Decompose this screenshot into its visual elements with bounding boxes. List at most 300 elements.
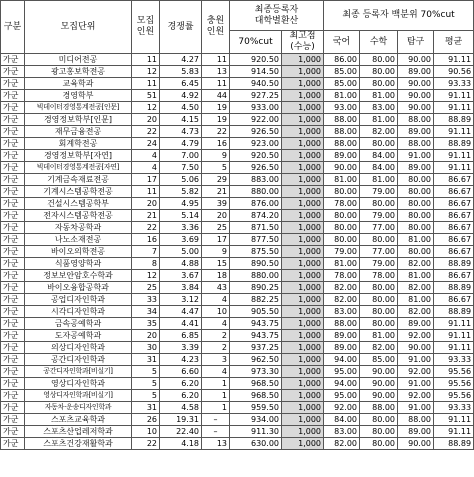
cell-max-score: 1,000 <box>282 114 324 126</box>
cell-competition: 5.00 <box>160 246 202 258</box>
cell-inquiry: 90.00 <box>398 78 434 90</box>
cell-competition: 22.40 <box>160 426 202 438</box>
cell-department: 기계시스템공학전공 <box>25 186 132 198</box>
cell-70cut: 968.50 <box>230 378 282 390</box>
cell-department: 자동차·운송디자인학과 <box>25 402 132 414</box>
header-inquiry: 탐구 <box>398 31 434 54</box>
cell-average: 95.56 <box>434 390 474 402</box>
cell-quota: 31 <box>132 354 160 366</box>
cell-quota: 10 <box>132 426 160 438</box>
cell-inquiry: 90.00 <box>398 102 434 114</box>
cell-competition: 4.73 <box>160 126 202 138</box>
cell-gubun: 가군 <box>1 354 25 366</box>
cell-inquiry: 80.00 <box>398 198 434 210</box>
cell-average: 86.67 <box>434 174 474 186</box>
cell-average: 95.56 <box>434 366 474 378</box>
cell-inquiry: 90.00 <box>398 438 434 450</box>
cell-korean: 80.00 <box>324 210 360 222</box>
cell-math: 83.00 <box>360 102 398 114</box>
cell-math: 79.00 <box>360 186 398 198</box>
cell-average: 86.67 <box>434 270 474 282</box>
cell-gubun: 가군 <box>1 114 25 126</box>
cell-math: 84.00 <box>360 162 398 174</box>
cell-quota: 12 <box>132 102 160 114</box>
header-department: 모집단위 <box>25 1 132 54</box>
cell-gubun: 가군 <box>1 378 25 390</box>
cell-korean: 89.00 <box>324 150 360 162</box>
cell-max-score: 1,000 <box>282 270 324 282</box>
table-row <box>1 186 474 198</box>
cell-gubun: 가군 <box>1 270 25 282</box>
cell-math: 79.00 <box>360 210 398 222</box>
cell-waitlist: 16 <box>202 138 230 150</box>
cell-waitlist: 39 <box>202 198 230 210</box>
cell-math: 80.00 <box>360 426 398 438</box>
cell-70cut: 940.50 <box>230 78 282 90</box>
cell-department: 미디어전공 <box>25 54 132 66</box>
cell-max-score: 1,000 <box>282 90 324 102</box>
cell-70cut: 959.50 <box>230 402 282 414</box>
cell-competition: 6.60 <box>160 366 202 378</box>
cell-math: 80.00 <box>360 306 398 318</box>
cell-competition: 5.82 <box>160 186 202 198</box>
cell-competition: 4.41 <box>160 318 202 330</box>
cell-gubun: 가군 <box>1 390 25 402</box>
table-row <box>1 258 474 270</box>
cell-average: 86.67 <box>434 246 474 258</box>
header-quota: 모집 인원 <box>132 1 160 54</box>
cell-korean: 78.00 <box>324 270 360 282</box>
cell-competition: 3.36 <box>160 222 202 234</box>
cell-average: 91.11 <box>434 318 474 330</box>
cell-math: 80.00 <box>360 438 398 450</box>
cell-max-score: 1,000 <box>282 162 324 174</box>
cell-inquiry: 89.00 <box>398 162 434 174</box>
cell-competition: 4.95 <box>160 198 202 210</box>
table-row <box>1 426 474 438</box>
cell-70cut: 922.00 <box>230 114 282 126</box>
cell-quota: 11 <box>132 54 160 66</box>
cell-math: 85.00 <box>360 354 398 366</box>
cell-quota: 20 <box>132 330 160 342</box>
cell-department: 영상디자인학과[비실기] <box>25 390 132 402</box>
cell-competition: 5.83 <box>160 66 202 78</box>
cell-70cut: 968.50 <box>230 390 282 402</box>
cell-70cut: 933.00 <box>230 102 282 114</box>
cell-competition: 7.50 <box>160 162 202 174</box>
cell-gubun: 가군 <box>1 198 25 210</box>
table-row <box>1 306 474 318</box>
cell-korean: 88.00 <box>324 138 360 150</box>
cell-quota: 4 <box>132 150 160 162</box>
table-row <box>1 318 474 330</box>
cell-max-score: 1,000 <box>282 306 324 318</box>
cell-quota: 31 <box>132 402 160 414</box>
cell-inquiry: 80.00 <box>398 222 434 234</box>
cell-gubun: 가군 <box>1 162 25 174</box>
cell-waitlist: 1 <box>202 402 230 414</box>
cell-70cut: 871.50 <box>230 222 282 234</box>
cell-average: 91.11 <box>434 150 474 162</box>
cell-inquiry: 80.00 <box>398 186 434 198</box>
cell-quota: 21 <box>132 210 160 222</box>
cell-korean: 80.00 <box>324 222 360 234</box>
cell-waitlist: 9 <box>202 246 230 258</box>
cell-average: 88.89 <box>434 258 474 270</box>
cell-korean: 93.00 <box>324 102 360 114</box>
table-body <box>1 54 474 450</box>
cell-70cut: 883.00 <box>230 174 282 186</box>
cell-department: 재무금융전공 <box>25 126 132 138</box>
table-row <box>1 78 474 90</box>
cell-korean: 82.00 <box>324 438 360 450</box>
cell-gubun: 가군 <box>1 282 25 294</box>
cell-waitlist: 19 <box>202 102 230 114</box>
cell-waitlist: 2 <box>202 342 230 354</box>
cell-max-score: 1,000 <box>282 258 324 270</box>
cell-gubun: 가군 <box>1 438 25 450</box>
cell-gubun: 가군 <box>1 66 25 78</box>
cell-department: 빅데이터경영통계전공[자연] <box>25 162 132 174</box>
cell-department: 도자공예학과 <box>25 330 132 342</box>
table-row <box>1 438 474 450</box>
cell-gubun: 가군 <box>1 366 25 378</box>
cell-department: 빅데이터경영통계전공[인문] <box>25 102 132 114</box>
cell-korean: 81.00 <box>324 258 360 270</box>
cell-competition: 4.50 <box>160 102 202 114</box>
cell-70cut: 962.50 <box>230 354 282 366</box>
cell-quota: 30 <box>132 342 160 354</box>
cell-inquiry: 81.00 <box>398 294 434 306</box>
cell-average: 86.67 <box>434 210 474 222</box>
cell-math: 80.00 <box>360 78 398 90</box>
cell-competition: 3.12 <box>160 294 202 306</box>
cell-quota: 26 <box>132 414 160 426</box>
header-percentile-group: 최종 등록자 백분위 70%cut <box>324 1 474 31</box>
cell-gubun: 가군 <box>1 234 25 246</box>
cell-waitlist: 13 <box>202 66 230 78</box>
header-korean: 국어 <box>324 31 360 54</box>
table-row <box>1 66 474 78</box>
cell-math: 77.00 <box>360 222 398 234</box>
cell-korean: 95.00 <box>324 390 360 402</box>
cell-inquiry: 89.00 <box>398 318 434 330</box>
cell-max-score: 1,000 <box>282 378 324 390</box>
table-row <box>1 222 474 234</box>
table-row <box>1 150 474 162</box>
cell-quota: 16 <box>132 234 160 246</box>
cell-70cut: 890.25 <box>230 282 282 294</box>
cell-quota: 17 <box>132 174 160 186</box>
cell-korean: 94.00 <box>324 354 360 366</box>
cell-max-score: 1,000 <box>282 138 324 150</box>
cell-max-score: 1,000 <box>282 126 324 138</box>
cell-department: 경영정보학부[인문] <box>25 114 132 126</box>
cell-korean: 83.00 <box>324 306 360 318</box>
cell-waitlist: 10 <box>202 306 230 318</box>
cell-70cut: 877.50 <box>230 234 282 246</box>
cell-max-score: 1,000 <box>282 186 324 198</box>
cell-department: 기계금속재료전공 <box>25 174 132 186</box>
cell-competition: 4.79 <box>160 138 202 150</box>
cell-average: 86.67 <box>434 234 474 246</box>
cell-average: 88.89 <box>434 282 474 294</box>
cell-math: 84.00 <box>360 150 398 162</box>
cell-korean: 88.00 <box>324 318 360 330</box>
cell-70cut: 923.00 <box>230 138 282 150</box>
cell-waitlist: 5 <box>202 162 230 174</box>
cell-math: 80.00 <box>360 294 398 306</box>
cell-math: 80.00 <box>360 414 398 426</box>
cell-max-score: 1,000 <box>282 318 324 330</box>
cell-70cut: 927.25 <box>230 90 282 102</box>
table-row <box>1 414 474 426</box>
cell-korean: 94.00 <box>324 378 360 390</box>
cell-math: 80.00 <box>360 234 398 246</box>
cell-korean: 90.00 <box>324 162 360 174</box>
cell-inquiry: 90.00 <box>398 342 434 354</box>
cell-quota: 5 <box>132 366 160 378</box>
cell-competition: 6.20 <box>160 390 202 402</box>
cell-competition: 6.85 <box>160 330 202 342</box>
cell-competition: 4.88 <box>160 258 202 270</box>
cell-competition: 4.58 <box>160 402 202 414</box>
cell-average: 91.11 <box>434 90 474 102</box>
cell-70cut: 630.00 <box>230 438 282 450</box>
table-row <box>1 198 474 210</box>
cell-competition: 5.06 <box>160 174 202 186</box>
cell-70cut: 890.50 <box>230 258 282 270</box>
cell-gubun: 가군 <box>1 210 25 222</box>
cell-korean: 84.00 <box>324 414 360 426</box>
cell-gubun: 가군 <box>1 150 25 162</box>
cell-70cut: 905.50 <box>230 306 282 318</box>
cell-waitlist: 4 <box>202 366 230 378</box>
cell-waitlist: 44 <box>202 90 230 102</box>
cell-inquiry: 91.00 <box>398 150 434 162</box>
cell-inquiry: 82.00 <box>398 282 434 294</box>
cell-department: 영상디자인학과 <box>25 378 132 390</box>
cell-average: 91.11 <box>434 342 474 354</box>
cell-inquiry: 91.00 <box>398 354 434 366</box>
cell-inquiry: 90.00 <box>398 90 434 102</box>
cell-inquiry: 88.00 <box>398 138 434 150</box>
table-row <box>1 282 474 294</box>
cell-quota: 51 <box>132 90 160 102</box>
table-row <box>1 126 474 138</box>
cell-competition: 3.67 <box>160 270 202 282</box>
cell-competition: 3.39 <box>160 342 202 354</box>
cell-max-score: 1,000 <box>282 246 324 258</box>
cell-competition: 19.31 <box>160 414 202 426</box>
cell-waitlist: 2 <box>202 330 230 342</box>
cell-waitlist: 1 <box>202 378 230 390</box>
cell-gubun: 가군 <box>1 414 25 426</box>
cell-inquiry: 89.00 <box>398 126 434 138</box>
cell-quota: 35 <box>132 318 160 330</box>
cell-waitlist: 19 <box>202 114 230 126</box>
cell-max-score: 1,000 <box>282 102 324 114</box>
cell-math: 81.00 <box>360 90 398 102</box>
cell-korean: 82.00 <box>324 282 360 294</box>
cell-gubun: 가군 <box>1 138 25 150</box>
cell-average: 88.89 <box>434 114 474 126</box>
cell-inquiry: 91.00 <box>398 402 434 414</box>
cell-max-score: 1,000 <box>282 174 324 186</box>
header-gubun: 구분 <box>1 1 25 54</box>
cell-average: 95.56 <box>434 378 474 390</box>
cell-korean: 79.00 <box>324 246 360 258</box>
cell-korean: 78.00 <box>324 198 360 210</box>
cell-department: 경영학부 <box>25 90 132 102</box>
table-row <box>1 390 474 402</box>
cell-gubun: 가군 <box>1 102 25 114</box>
cell-competition: 5.14 <box>160 210 202 222</box>
cell-inquiry: 81.00 <box>398 270 434 282</box>
cell-waitlist: 11 <box>202 54 230 66</box>
cell-waitlist: – <box>202 414 230 426</box>
cell-quota: 22 <box>132 126 160 138</box>
cell-korean: 89.00 <box>324 342 360 354</box>
cell-quota: 34 <box>132 306 160 318</box>
cell-competition: 7.00 <box>160 150 202 162</box>
cell-gubun: 가군 <box>1 402 25 414</box>
cell-department: 정보보안암호수학과 <box>25 270 132 282</box>
table-row <box>1 342 474 354</box>
cell-70cut: 937.25 <box>230 342 282 354</box>
header-competition: 경쟁률 <box>160 1 202 54</box>
cell-department: 자동차공학과 <box>25 222 132 234</box>
table-row <box>1 138 474 150</box>
cell-max-score: 1,000 <box>282 210 324 222</box>
cell-math: 80.00 <box>360 54 398 66</box>
table-row <box>1 354 474 366</box>
cell-inquiry: 82.00 <box>398 306 434 318</box>
cell-korean: 89.00 <box>324 330 360 342</box>
cell-department: 광고홍보학전공 <box>25 66 132 78</box>
cell-inquiry: 81.00 <box>398 234 434 246</box>
cell-inquiry: 91.00 <box>398 378 434 390</box>
table-row <box>1 114 474 126</box>
cell-waitlist: 21 <box>202 186 230 198</box>
cell-70cut: 882.25 <box>230 294 282 306</box>
cell-average: 93.33 <box>434 354 474 366</box>
cell-average: 93.33 <box>434 402 474 414</box>
cell-max-score: 1,000 <box>282 330 324 342</box>
cell-max-score: 1,000 <box>282 294 324 306</box>
cell-inquiry: 80.00 <box>398 174 434 186</box>
cell-average: 91.11 <box>434 414 474 426</box>
cell-waitlist: – <box>202 426 230 438</box>
cell-competition: 4.92 <box>160 90 202 102</box>
cell-average: 91.11 <box>434 426 474 438</box>
cell-max-score: 1,000 <box>282 234 324 246</box>
cell-quota: 8 <box>132 258 160 270</box>
cell-average: 86.67 <box>434 222 474 234</box>
cell-korean: 85.00 <box>324 78 360 90</box>
cell-average: 91.11 <box>434 54 474 66</box>
cell-quota: 7 <box>132 246 160 258</box>
cell-average: 91.11 <box>434 126 474 138</box>
cell-waitlist: 3 <box>202 354 230 366</box>
cell-korean: 95.00 <box>324 366 360 378</box>
cell-70cut: 876.00 <box>230 198 282 210</box>
cell-gubun: 가군 <box>1 318 25 330</box>
cell-gubun: 가군 <box>1 78 25 90</box>
cell-average: 86.67 <box>434 294 474 306</box>
cell-waitlist: 11 <box>202 78 230 90</box>
cell-department: 금속공예학과 <box>25 318 132 330</box>
cell-math: 77.00 <box>360 246 398 258</box>
cell-gubun: 가군 <box>1 342 25 354</box>
cell-70cut: 943.75 <box>230 318 282 330</box>
cell-quota: 22 <box>132 222 160 234</box>
cell-average: 88.89 <box>434 306 474 318</box>
cell-gubun: 가군 <box>1 90 25 102</box>
table-row <box>1 330 474 342</box>
cell-competition: 4.15 <box>160 114 202 126</box>
cell-average: 90.56 <box>434 66 474 78</box>
cell-average: 93.33 <box>434 78 474 90</box>
cell-department: 공간디자인학과[비실기] <box>25 366 132 378</box>
cell-korean: 85.00 <box>324 66 360 78</box>
table-row <box>1 270 474 282</box>
cell-waitlist: 20 <box>202 210 230 222</box>
header-math: 수학 <box>360 31 398 54</box>
cell-korean: 88.00 <box>324 114 360 126</box>
cell-70cut: 874.20 <box>230 210 282 222</box>
cell-waitlist: 1 <box>202 390 230 402</box>
cell-inquiry: 89.00 <box>398 66 434 78</box>
cell-inquiry: 92.00 <box>398 390 434 402</box>
cell-gubun: 가군 <box>1 126 25 138</box>
cell-70cut: 911.30 <box>230 426 282 438</box>
cell-math: 81.00 <box>360 330 398 342</box>
header-70cut: 70%cut <box>230 31 282 54</box>
table-row <box>1 162 474 174</box>
cell-competition: 4.23 <box>160 354 202 366</box>
cell-math: 81.00 <box>360 114 398 126</box>
cell-math: 80.00 <box>360 138 398 150</box>
cell-korean: 92.00 <box>324 402 360 414</box>
cell-quota: 22 <box>132 438 160 450</box>
cell-quota: 11 <box>132 186 160 198</box>
cell-department: 스포츠건강재활학과 <box>25 438 132 450</box>
cell-70cut: 926.50 <box>230 126 282 138</box>
cell-quota: 11 <box>132 78 160 90</box>
cell-gubun: 가군 <box>1 294 25 306</box>
cell-korean: 86.00 <box>324 54 360 66</box>
cell-inquiry: 92.00 <box>398 366 434 378</box>
cell-max-score: 1,000 <box>282 354 324 366</box>
cell-70cut: 920.50 <box>230 54 282 66</box>
table-row <box>1 54 474 66</box>
cell-competition: 6.45 <box>160 78 202 90</box>
cell-waitlist: 15 <box>202 258 230 270</box>
cell-average: 86.67 <box>434 186 474 198</box>
cell-math: 90.00 <box>360 390 398 402</box>
cell-gubun: 가군 <box>1 174 25 186</box>
cell-max-score: 1,000 <box>282 366 324 378</box>
cell-waitlist: 9 <box>202 150 230 162</box>
cell-department: 건설시스템공학부 <box>25 198 132 210</box>
cell-waitlist: 43 <box>202 282 230 294</box>
cell-math: 81.00 <box>360 174 398 186</box>
cell-70cut: 973.30 <box>230 366 282 378</box>
cell-math: 80.00 <box>360 282 398 294</box>
cell-math: 90.00 <box>360 366 398 378</box>
cell-average: 88.89 <box>434 138 474 150</box>
